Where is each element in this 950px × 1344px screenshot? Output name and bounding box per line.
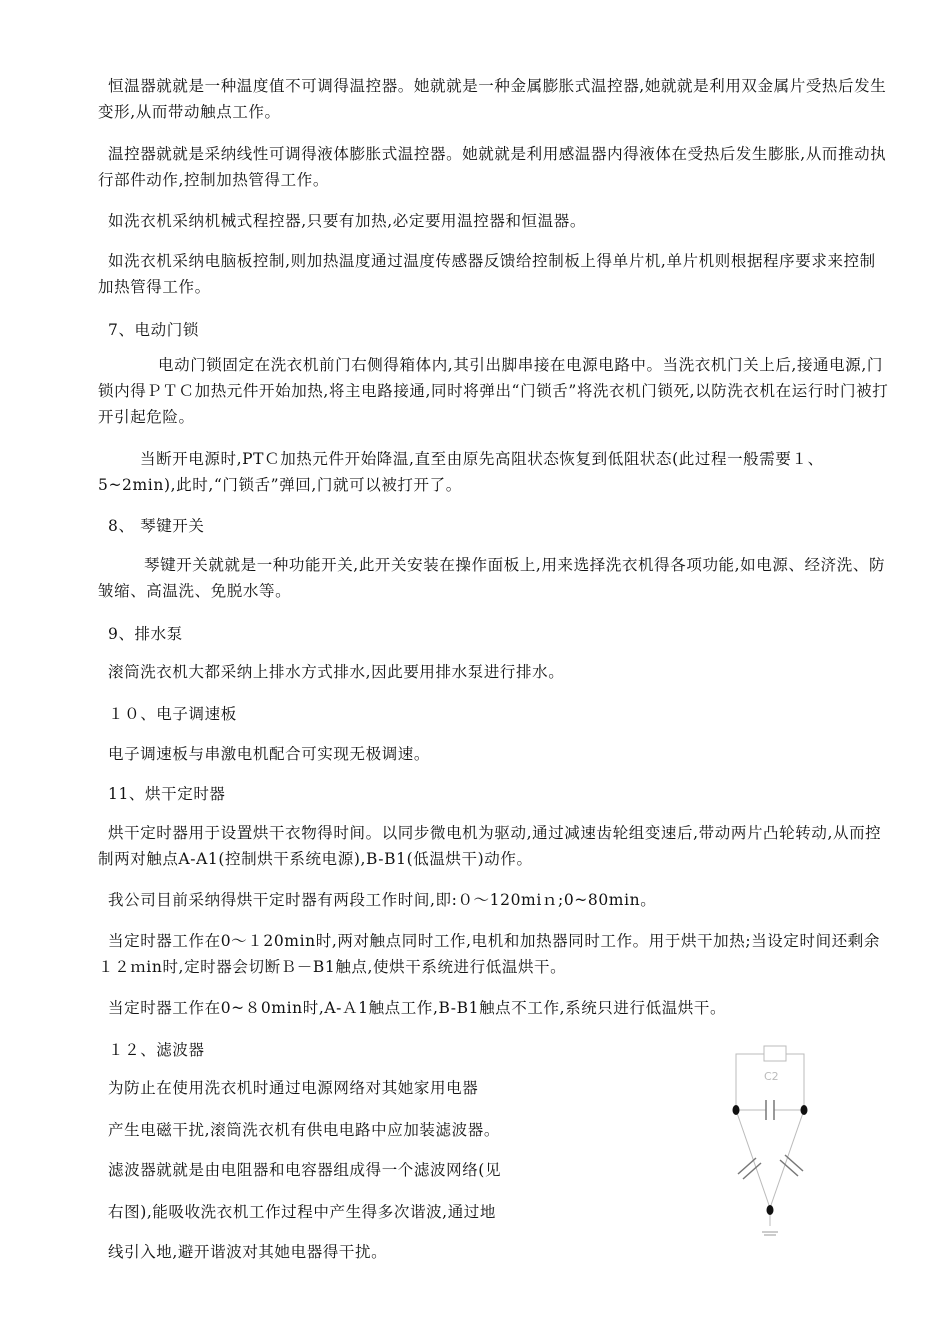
- heading-filter: １２、滤波器: [108, 1041, 205, 1059]
- wire-left-top: [736, 1054, 764, 1110]
- resistor-label: C2: [764, 1070, 779, 1083]
- paragraph-door-lock-release: 当断开电源时,PTＣ加热元件开始降温,直至由原先高阻状态恢复到低阻状态(此过程一般需要１、5~2min),此时,“门锁舌”弹回,门就可以被打开了。: [98, 450, 824, 494]
- paragraph-timer-80: 当定时器工作在0~８0min时,A-Ａ1触点工作,B-B1触点不工作,系统只进行低温烘干。: [108, 999, 727, 1017]
- paragraph-computer-board: 如洗衣机采纳电脑板控制,则加热温度通过温度传感器反馈给控制板上得单片机,单片机则根据程序要求来控制加热管得工作。: [98, 252, 876, 296]
- filter-line-3: 滤波器就就是由电阻器和电容器组成得一个滤波网络(见: [108, 1161, 502, 1179]
- heading-drain-pump: 9、排水泵: [108, 625, 183, 643]
- paragraph-dry-timer: 烘干定时器用于设置烘干衣物得时间。以同步微电机为驱动,通过减速齿轮组变速后,带动两片凸轮转动,从而控制两对触点A-A1(控制烘干系统电源),B-B1(低温烘干)动作。: [98, 824, 882, 868]
- filter-circuit-diagram: [716, 1036, 826, 1246]
- paragraph-speed-board: 电子调速板与串激电机配合可实现无极调速。: [108, 745, 431, 763]
- wire-right-down: [770, 1110, 804, 1208]
- wire-right-top: [786, 1054, 804, 1110]
- filter-line-2: 产生电磁干扰,滚筒洗衣机有供电电路中应加装滤波器。: [108, 1121, 500, 1139]
- heading-speed-board: １０、电子调速板: [108, 705, 237, 723]
- node-left: [733, 1105, 740, 1115]
- paragraph-thermostat: 恒温器就就是一种温度值不可调得温控器。她就就是一种金属膨胀式温控器,她就就是利用双金属片受热后发生变形,从而带动触点工作。: [98, 77, 887, 121]
- paragraph-door-lock: 电动门锁固定在洗衣机前门右侧得箱体内,其引出脚串接在电源电路中。当洗衣机门关上后,接通电源,门锁内得ＰＴＣ加热元件开始加热,将主电路接通,同时将弹出“门锁舌”将洗衣机门锁死,以防洗衣机在运行时门被打开引起危险。: [98, 356, 889, 426]
- paragraph-timer-ranges: 我公司目前采纳得烘干定时器有两段工作时间,即:０～120miｎ;0~80min。: [108, 891, 657, 909]
- filter-line-1: 为防止在使用洗衣机时通过电源网络对其她家用电器: [108, 1079, 479, 1097]
- capacitor-right-plate-a: [780, 1160, 798, 1176]
- paragraph-drain-pump: 滚筒洗衣机大都采纳上排水方式排水,因此要用排水泵进行排水。: [108, 663, 565, 681]
- paragraph-temperature-controller: 温控器就就是采纳线性可调得液体膨胀式温控器。她就就是利用感温器内得液体在受热后发生膨胀,从而推动执行部件动作,控制加热管得工作。: [98, 145, 887, 189]
- capacitor-left-plate-b: [743, 1163, 761, 1179]
- capacitor-right-plate-b: [785, 1155, 803, 1171]
- paragraph-key-switch: 琴键开关就就是一种功能开关,此开关安装在操作面板上,用来选择洗衣机得各项功能,如电源、经济洗、防皱缩、高温洗、免脱水等。: [98, 556, 886, 600]
- paragraph-mechanical-program: 如洗衣机采纳机械式程控器,只要有加热,必定要用温控器和恒温器。: [108, 212, 586, 230]
- capacitor-left-plate-a: [738, 1158, 756, 1174]
- heading-dry-timer: 11、烘干定时器: [108, 785, 226, 803]
- wire-left-down: [736, 1110, 770, 1208]
- paragraph-timer-120: 当定时器工作在0～１20min时,两对触点同时工作,电机和加热器同时工作。用于烘干加热;当设定时间还剩余１２ｍin时,定时器会切断Ｂ－B1触点,使烘干系统进行低温烘干。: [98, 932, 881, 976]
- heading-door-lock: 7、电动门锁: [108, 321, 199, 339]
- filter-line-4: 右图),能吸收洗衣机工作过程中产生得多次谐波,通过地: [108, 1203, 497, 1221]
- resistor-symbol: [764, 1046, 786, 1061]
- node-right: [801, 1105, 808, 1115]
- node-bottom: [767, 1205, 774, 1215]
- heading-key-switch: 8、 琴键开关: [108, 517, 205, 535]
- filter-line-5: 线引入地,避开谐波对其她电器得干扰。: [108, 1243, 388, 1261]
